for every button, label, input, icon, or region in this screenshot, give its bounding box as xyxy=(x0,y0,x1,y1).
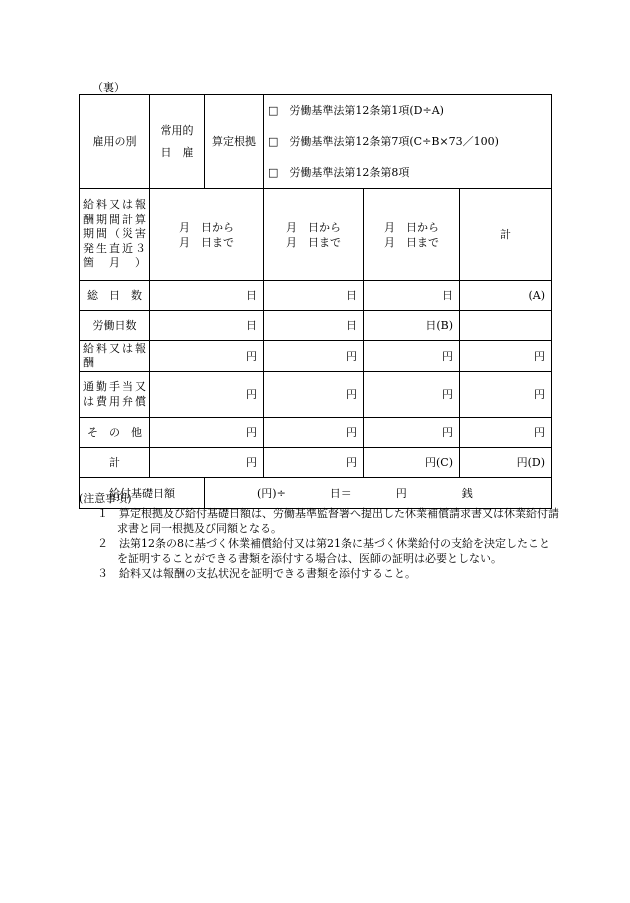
total-m2: 円 xyxy=(264,448,364,478)
salary-sum: 円 xyxy=(460,341,552,372)
employment-row xyxy=(80,95,552,189)
total-days-m2: 日 xyxy=(264,281,364,311)
employment-type: 常用的 日 雇 xyxy=(150,95,205,189)
salary-m3: 円 xyxy=(364,341,460,372)
wage-calculation-table xyxy=(79,94,552,509)
note-item-3: ３ 給料又は報酬の支払状況を証明できる書類を添付すること。 xyxy=(97,567,416,580)
basis-options xyxy=(264,95,552,189)
other-label: そ の 他 xyxy=(80,418,150,448)
commute-label: 通勤手当又は費用弁償 xyxy=(80,372,150,418)
daily-base-label: 給付基礎日額 xyxy=(80,478,205,509)
working-days-m1: 日 xyxy=(150,311,264,341)
salary-m1: 円 xyxy=(150,341,264,372)
total-days-sum: (A) xyxy=(460,281,552,311)
table-row xyxy=(80,341,552,372)
basis-label: 算定根拠 xyxy=(205,95,264,189)
working-days-m3: 日(B) xyxy=(364,311,460,341)
period-total-label: 計 xyxy=(460,189,552,281)
commute-m3: 円 xyxy=(364,372,460,418)
total-days-m3: 日 xyxy=(364,281,460,311)
other-m3: 円 xyxy=(364,418,460,448)
other-sum: 円 xyxy=(460,418,552,448)
working-days-m2: 日 xyxy=(264,311,364,341)
commute-m2: 円 xyxy=(264,372,364,418)
employment-label xyxy=(80,95,150,189)
other-m2: 円 xyxy=(264,418,364,448)
total-m1: 円 xyxy=(150,448,264,478)
total-days-label: 総 日 数 xyxy=(80,281,150,311)
table-row xyxy=(80,372,552,418)
period-col-1: 月 日から 月 日まで xyxy=(150,189,264,281)
table-row xyxy=(80,281,552,311)
total-sum: 円(D) xyxy=(460,448,552,478)
salary-label: 給料又は報酬 xyxy=(80,341,150,372)
note-item-1: １ 算定根拠及び給付基礎日額は、労働基準監督署へ提出した休業補償請求書又は休業給付請求書と同一根拠及び同額となる。 xyxy=(97,507,559,535)
total-m3: 円(C) xyxy=(364,448,460,478)
commute-m1: 円 xyxy=(150,372,264,418)
salary-m2: 円 xyxy=(264,341,364,372)
period-col-3: 月 日から 月 日まで xyxy=(364,189,460,281)
basis-option-1[interactable]: □ 労働基準法第12条第1項(D÷A) xyxy=(268,104,444,117)
working-days-sum xyxy=(460,311,552,341)
notes-section xyxy=(79,491,559,581)
note-item-2: ２ 法第12条の8に基づく休業補償給付又は第21条に基づく休業給付の支給を決定したことを証明することができる書類を添付する場合は、医師の証明は必要としない。 xyxy=(97,537,550,565)
daily-base-formula: (円)÷ 日＝ 円 銭 xyxy=(205,478,552,509)
total-label: 計 xyxy=(80,448,150,478)
employment-label-text: 雇用の別 xyxy=(92,135,137,148)
table-row xyxy=(80,418,552,448)
total-days-m1: 日 xyxy=(150,281,264,311)
notes-title: (注意事項) xyxy=(79,492,132,505)
basis-option-7[interactable]: □ 労働基準法第12条第7項(C÷B×73／100) xyxy=(268,135,499,148)
period-row xyxy=(80,189,552,281)
period-col-2: 月 日から 月 日まで xyxy=(264,189,364,281)
basis-option-8[interactable]: □ 労働基準法第12条第8項 xyxy=(268,166,410,179)
commute-sum: 円 xyxy=(460,372,552,418)
working-days-label: 労働日数 xyxy=(80,311,150,341)
period-label: 給料又は報酬期間計算期間（災害発生直近３箇月） xyxy=(80,189,150,281)
page-side-label: （裏） xyxy=(92,81,125,94)
table-row xyxy=(80,448,552,478)
table-row xyxy=(80,311,552,341)
other-m1: 円 xyxy=(150,418,264,448)
